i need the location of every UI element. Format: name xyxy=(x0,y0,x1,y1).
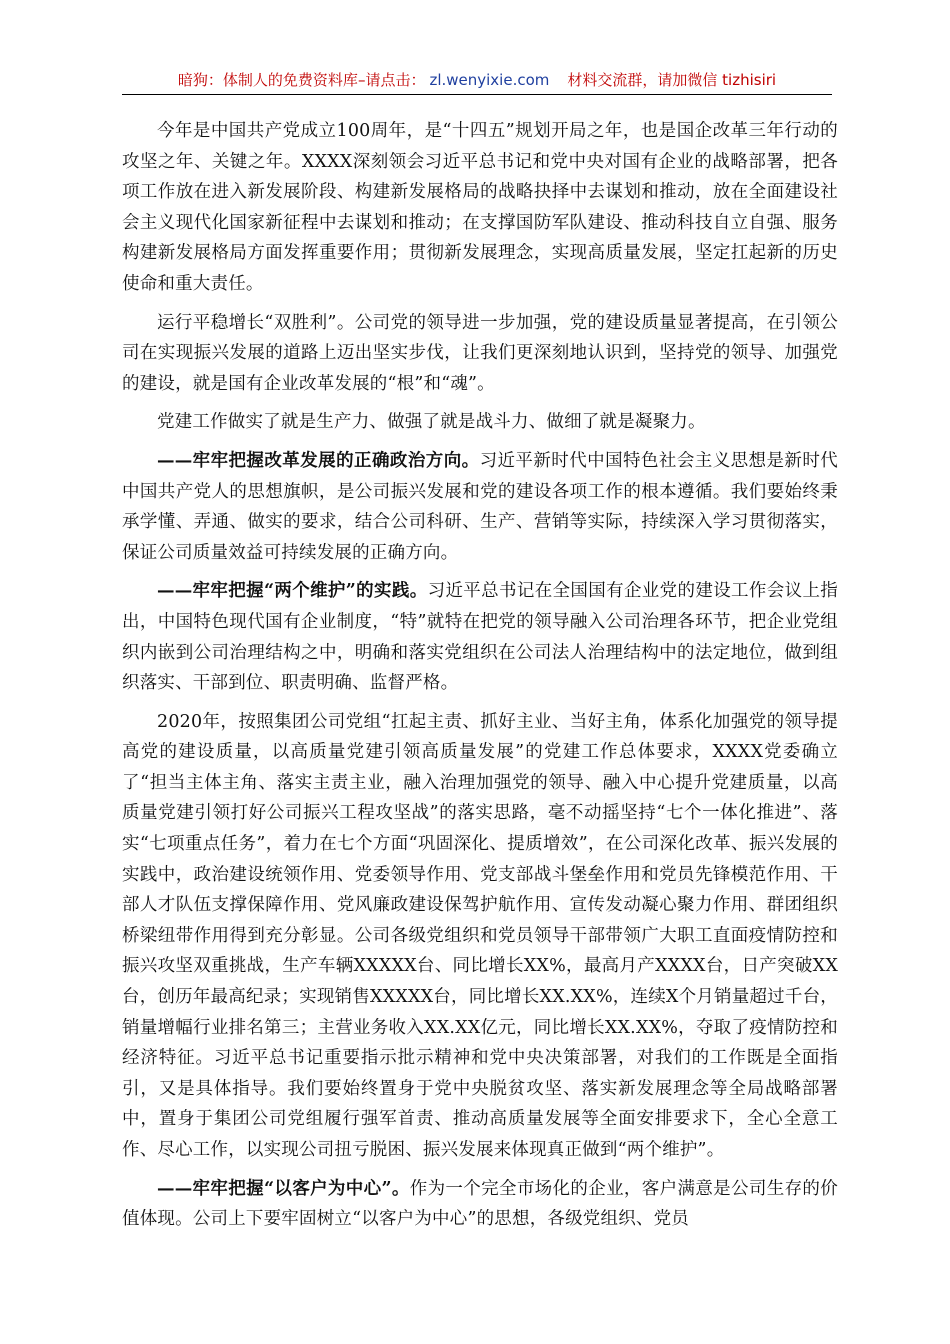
paragraph-heading: ——牢牢把握“以客户为中心”。 xyxy=(157,1178,410,1199)
paragraph-text: 习近平总书记在全国国有企业党的建设工作会议上指出，中国特色现代国有企业制度，“特”就特在把党的领导融入公司治理各环节，把企业党组织内嵌到公司治理结构之中，明确和落实党组织在公司法人治理结构中的法定地位，做到组织落实、干部到位、职责明确、监督严格。 xyxy=(122,581,838,694)
header-wechat-group: 材料交流群，请加微信 tizhisiri xyxy=(567,71,777,89)
header-link[interactable]: zl.wenyixie.com xyxy=(429,71,550,89)
paragraph xyxy=(122,308,838,400)
paragraph-text: 今年是中国共产党成立100周年，是“十四五”规划开局之年，也是国企改革三年行动的攻坚之年、关键之年。XXXX深刻领会习近平总书记和党中央对国有企业的战略部署，把各项工作放在进入新发展阶段、构建新发展格局的战略抉择中去谋划和推动，放在全面建设社会主义现代化国家新征程中去谋划和推动；在支撑国防军队建设、推动科技自立自强、服务构建新发展格局方面发挥重要作用；贯彻新发展理念，实现高质量发展，坚定扛起新的历史使命和重大责任。 xyxy=(122,121,838,294)
header-prompt: –请点击： xyxy=(357,71,426,89)
paragraph-heading: ——牢牢把握“两个维护”的实践。 xyxy=(157,581,428,602)
paragraph-text: 党建工作做实了就是生产力、做强了就是战斗力、做细了就是凝聚力。 xyxy=(157,412,706,433)
header-brand: 暗狗：体制人的免费资料库 xyxy=(177,71,358,89)
paragraph xyxy=(122,116,838,300)
paragraph-heading: ——牢牢把握改革发展的正确政治方向。 xyxy=(157,450,480,471)
paragraph xyxy=(122,407,838,438)
paragraph xyxy=(122,1174,838,1235)
page-header xyxy=(122,66,832,95)
paragraph-text: 习近平新时代中国特色社会主义思想是新时代中国共产党人的思想旗帜，是公司振兴发展和党的建设各项工作的根本遵循。我们要始终秉承学懂、弄通、做实的要求，结合公司科研、生产、营销等实际，持续深入学习贯彻落实，保证公司质量效益可持续发展的正确方向。 xyxy=(122,450,838,563)
paragraph xyxy=(122,576,838,698)
paragraph-text: 运行平稳增长“双胜利”。公司党的领导进一步加强，党的建设质量显著提高，在引领公司在实现振兴发展的道路上迈出坚实步伐，让我们更深刻地认识到，坚持党的领导、加强党的建设，就是国有企业改革发展的“根”和“魂”。 xyxy=(122,312,838,394)
paragraph xyxy=(122,446,838,568)
paragraph-text: 2020年，按照集团公司党组“扛起主责、抓好主业、当好主角，体系化加强党的领导提高党的建设质量，以高质量党建引领高质量发展”的党建工作总体要求，XXXX党委确立了“担当主体主角、落实主责主业，融入治理加强党的领导、融入中心提升党建质量，以高质量党建引领打好公司振兴工程攻坚战”的落实思路，毫不动摇坚持“七个一体化推进”、落实“七项重点任务”，着力在七个方面“巩固深化、提质增效”，在公司深化改革、振兴发展的实践中，政治建设统领作用、党委领导作用、党支部战斗堡垒作用和党员先锋模范作用、干部人才队伍支撑保障作用、党风廉政建设保驾护航作用、宣传发动凝心聚力作用、群团组织桥梁纽带作用得到充分彰显。公司各级党组织和党员领导干部带领广大职工直面疫情防控和振兴攻坚双重挑战，生产车辆XXXXX台、同比增长XX%，最高月产XXXX台，日产突破XX台，创历年最高纪录；实现销售XXXXX台，同比增长XX.XX%，连续X个月销量超过千台，销量增幅行业排名第三；主营业务收入XX.XX亿元，同比增长XX.XX%，夺取了疫情防控和经济特征。习近平总书记重要指示批示精神和党中央决策部署，对我们的工作既是全面指引，又是具体指导。我们要始终置身于党中央脱贫攻坚、落实新发展理念等全局战略部署中，置身于集团公司党组履行强军首责、推动高质量发展等全面安排要求下，全心全意工作、尽心工作，以实现公司扭亏脱困、振兴发展来体现真正做到“两个维护”。 xyxy=(122,711,838,1160)
paragraph-text: 作为一个完全市场化的企业，客户满意是公司生存的价值体现。公司上下要牢固树立“以客户为中心”的思想，各级党组织、党员 xyxy=(122,1178,838,1230)
document-body xyxy=(122,116,838,1243)
paragraph xyxy=(122,707,838,1166)
